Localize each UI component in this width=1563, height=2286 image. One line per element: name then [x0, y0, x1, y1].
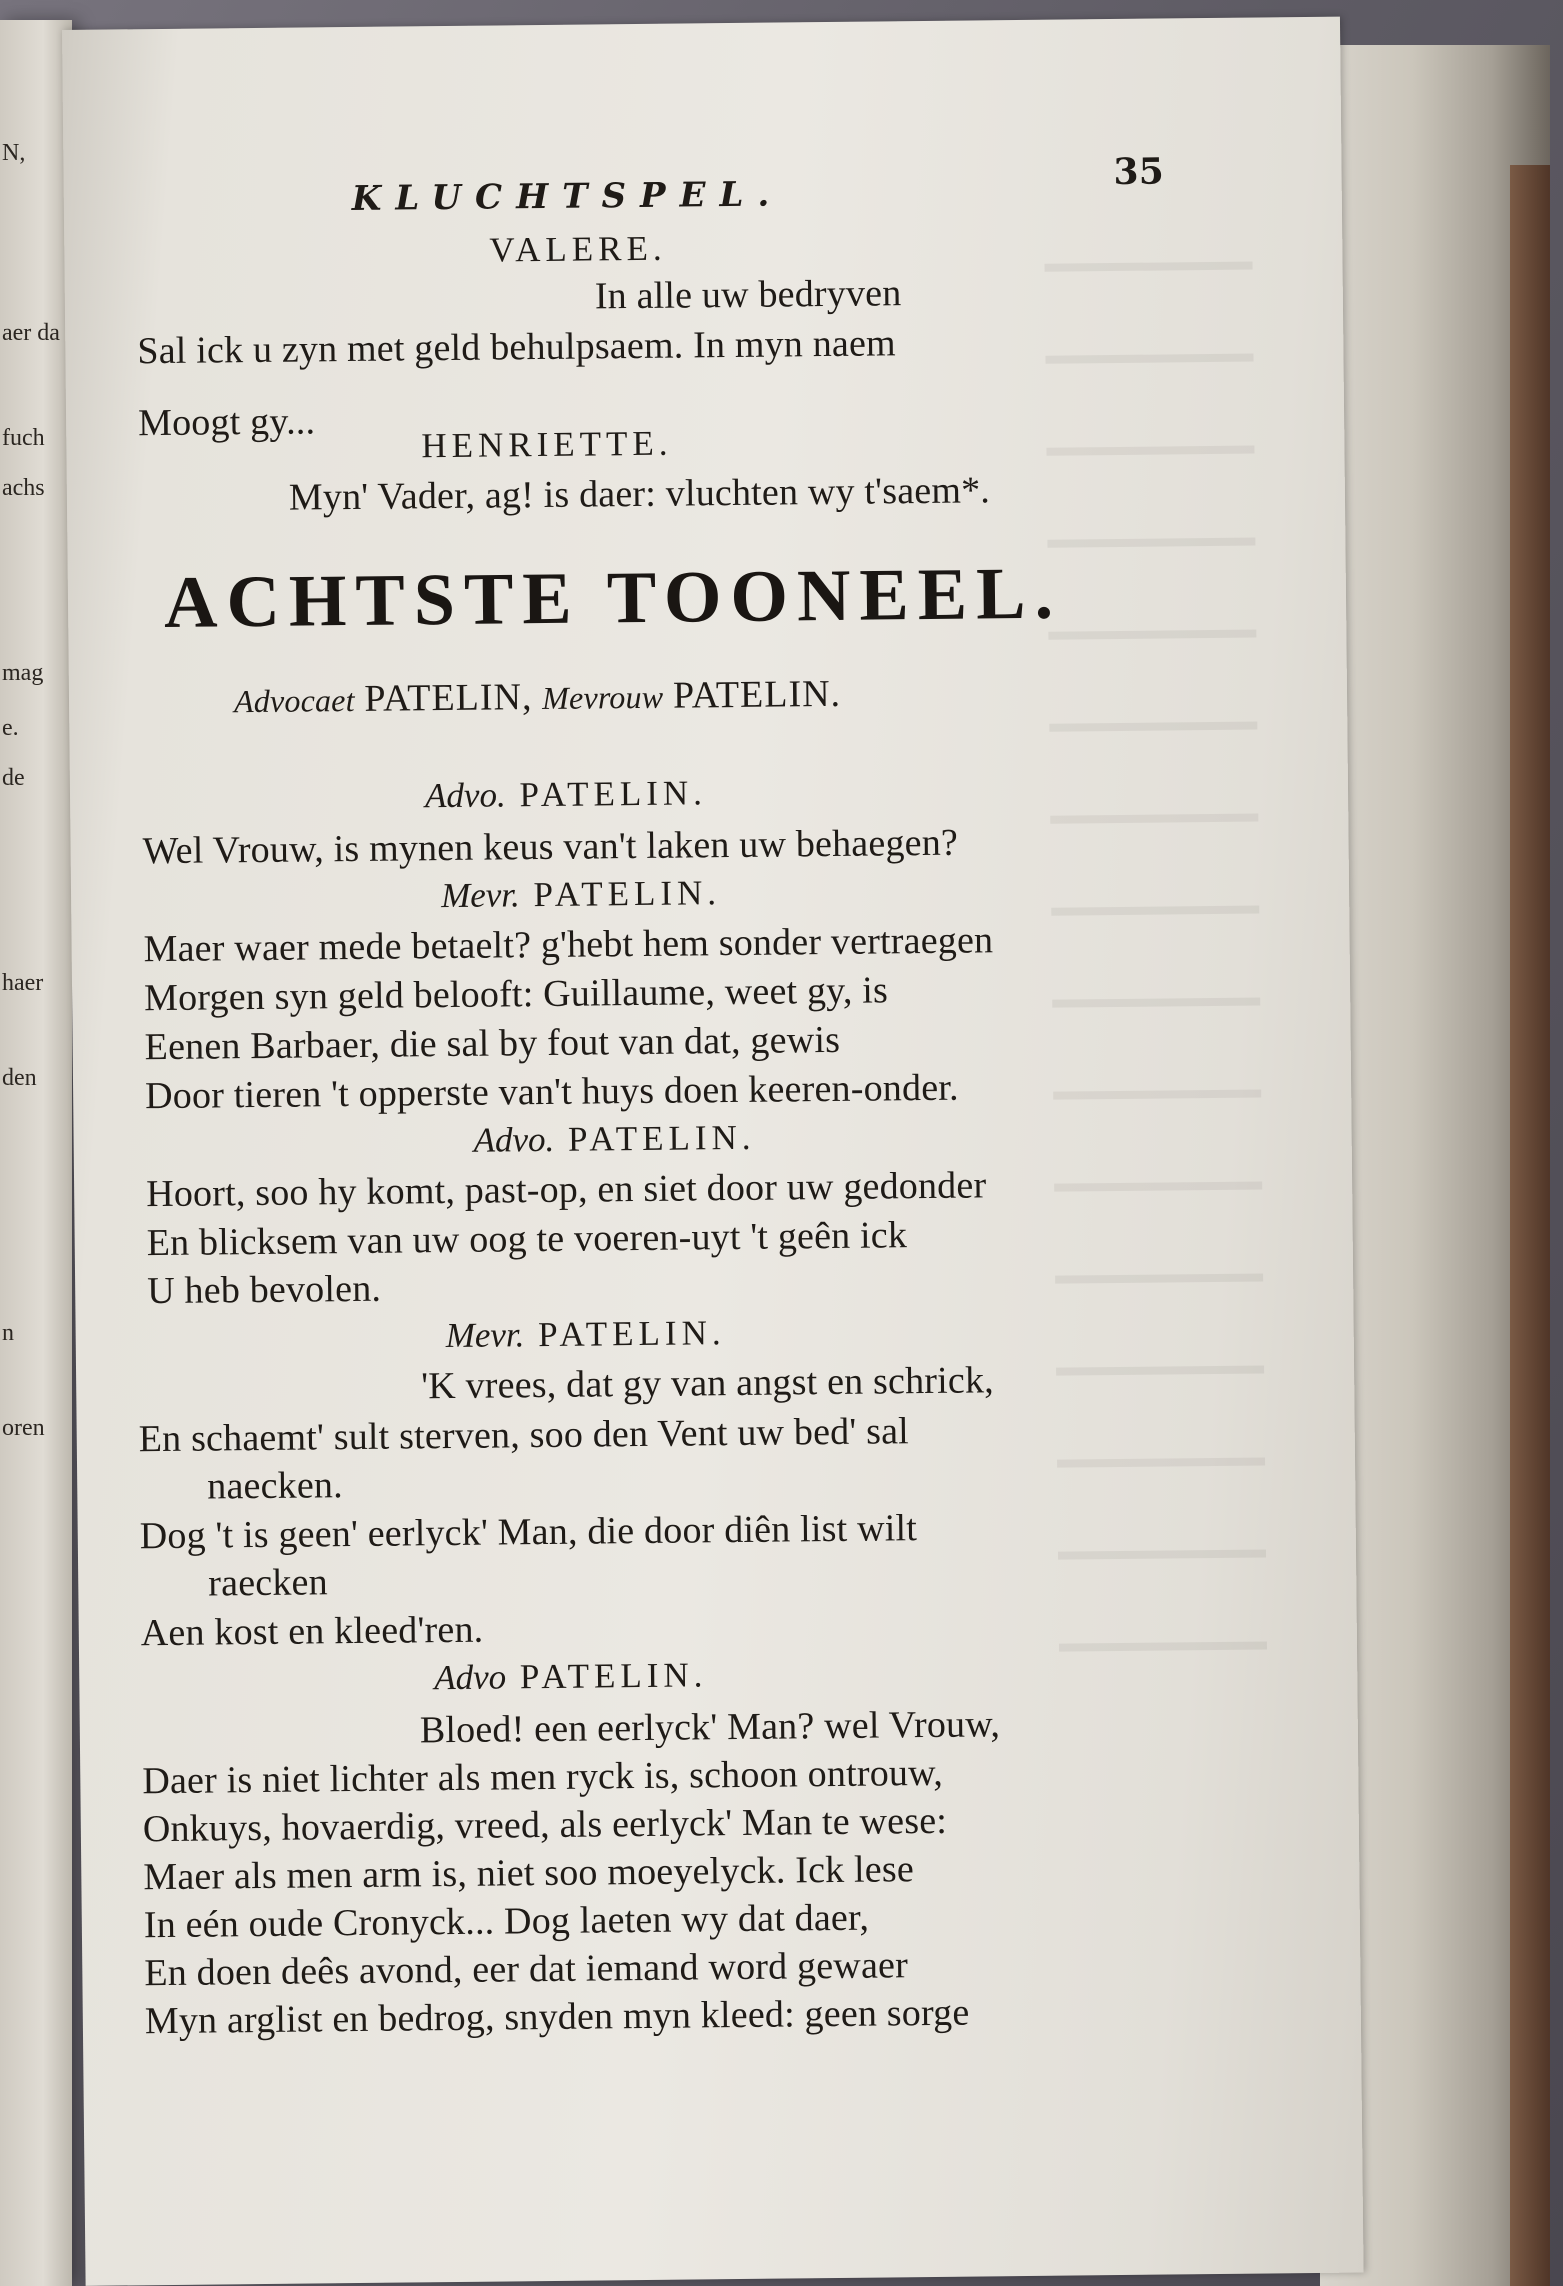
- verse-line: In alle uw bedryven: [594, 272, 902, 318]
- book-binding: [1510, 165, 1550, 2286]
- speaker-abbr: Mevr.: [445, 1315, 525, 1356]
- verse-line: Myn arglist en bedrog, snyden myn kleed: geen sorge: [144, 1991, 970, 2043]
- verse-line: Morgen syn geld belooft: Guillaume, weet gy, is: [143, 969, 889, 1020]
- verse-line: In eén oude Cronyck... Dog laeten wy dat daer,: [143, 1896, 870, 1947]
- verse-line: raecken: [208, 1561, 329, 1605]
- verse-line: Eenen Barbaer, die sal by fout van dat, gewis: [144, 1018, 841, 1069]
- left-page-fragment: haer: [2, 970, 44, 996]
- left-page-fragment: de: [2, 765, 25, 791]
- left-page-fragment: achs: [2, 475, 45, 501]
- scene-title: ACHTSTE TOONEEL.: [163, 552, 1063, 644]
- verse-line: Bloed! een eerlyck' Man? wel Vrouw,: [419, 1703, 1001, 1752]
- verse-line: Hoort, soo hy komt, past-op, en siet door uw gedonder: [145, 1164, 987, 1216]
- speaker-heading: [473, 1118, 755, 1161]
- verse-line: En blicksem van uw oog te voeren-uyt 't geên ick: [146, 1214, 908, 1265]
- speaker-abbr: Advo: [434, 1657, 507, 1698]
- verse-line: naecken.: [207, 1464, 344, 1508]
- speaker-heading: [434, 1655, 708, 1698]
- left-page-fragment: n: [2, 1320, 14, 1346]
- speaker-heading: [425, 773, 707, 816]
- verse-line: Maer waer mede betaelt? g'hebt hem sonder vertraegen: [143, 919, 994, 971]
- verse-line: 'K vrees, dat gy van angst en schrick,: [421, 1359, 995, 1408]
- verse-line: Maer als men arm is, niet soo moeyelyck. Ick lese: [143, 1848, 915, 1899]
- left-page-edge: [0, 20, 72, 2286]
- left-page-fragment: oren: [2, 1415, 45, 1441]
- speaker-name: PATELIN.: [533, 873, 722, 915]
- speaker-valere: VALERE.: [489, 228, 667, 270]
- verse-line: Moogt gy...: [137, 400, 316, 445]
- speaker-name: PATELIN.: [567, 1117, 756, 1159]
- speaker-henriette: HENRIETTE.: [421, 423, 673, 466]
- speaker-name: PATELIN.: [537, 1313, 726, 1355]
- show-through-text: [1044, 217, 1320, 1720]
- verse-line: Myn' Vader, ag! is daer: vluchten wy t'saem*.: [288, 469, 991, 519]
- left-page-fragment: mag: [2, 660, 44, 686]
- verse-line: En doen deês avond, eer dat iemand word gewaer: [144, 1944, 909, 1995]
- cast-name: PATELIN,: [364, 676, 533, 720]
- speaker-heading: [441, 873, 721, 916]
- speaker-name: PATELIN.: [519, 773, 708, 815]
- left-page-fragment: aer da: [2, 320, 60, 346]
- verse-line: Wel Vrouw, is mynen keus van't laken uw behaegen?: [142, 821, 959, 873]
- verse-line: Sal ick u zyn met geld behulpsaem. In myn naem: [137, 322, 897, 373]
- page-number: 35: [1113, 150, 1165, 193]
- speaker-abbr: Advo.: [473, 1119, 555, 1160]
- cast-name: PATELIN.: [672, 672, 842, 717]
- speaker-name: PATELIN.: [519, 1655, 708, 1697]
- verse-line: Door tieren 't opperste van't huys doen keeren-onder.: [144, 1066, 959, 1118]
- verse-line: Aen kost en kleed'ren.: [140, 1608, 484, 1655]
- verse-line: Onkuys, hovaerdig, vreed, als eerlyck' Man te wese:: [142, 1799, 948, 1851]
- book-page: [62, 17, 1364, 2286]
- verse-line: U heb bevolen.: [146, 1267, 382, 1313]
- speaker-abbr: Advo.: [424, 775, 506, 816]
- verse-line: En schaemt' sult sterven, soo den Vent uw bed' sal: [138, 1410, 910, 1461]
- verse-line: Daer is niet lichter als men ryck is, schoon ontrouw,: [142, 1751, 944, 1803]
- running-head: KLUCHTSPEL.: [351, 174, 784, 219]
- left-page-fragment: fuch: [2, 425, 45, 451]
- cast-role: Mevrouw: [542, 678, 664, 717]
- cast-list: [234, 672, 841, 722]
- left-page-fragment: N,: [2, 140, 26, 166]
- left-page-fragment: e.: [2, 715, 19, 741]
- verse-line: Dog 't is geen' eerlyck' Man, die door diên list wilt: [139, 1507, 918, 1558]
- left-page-fragment: den: [2, 1065, 37, 1091]
- speaker-abbr: Mevr.: [440, 875, 521, 916]
- cast-role: Advocaet: [233, 681, 355, 720]
- speaker-heading: [445, 1313, 725, 1356]
